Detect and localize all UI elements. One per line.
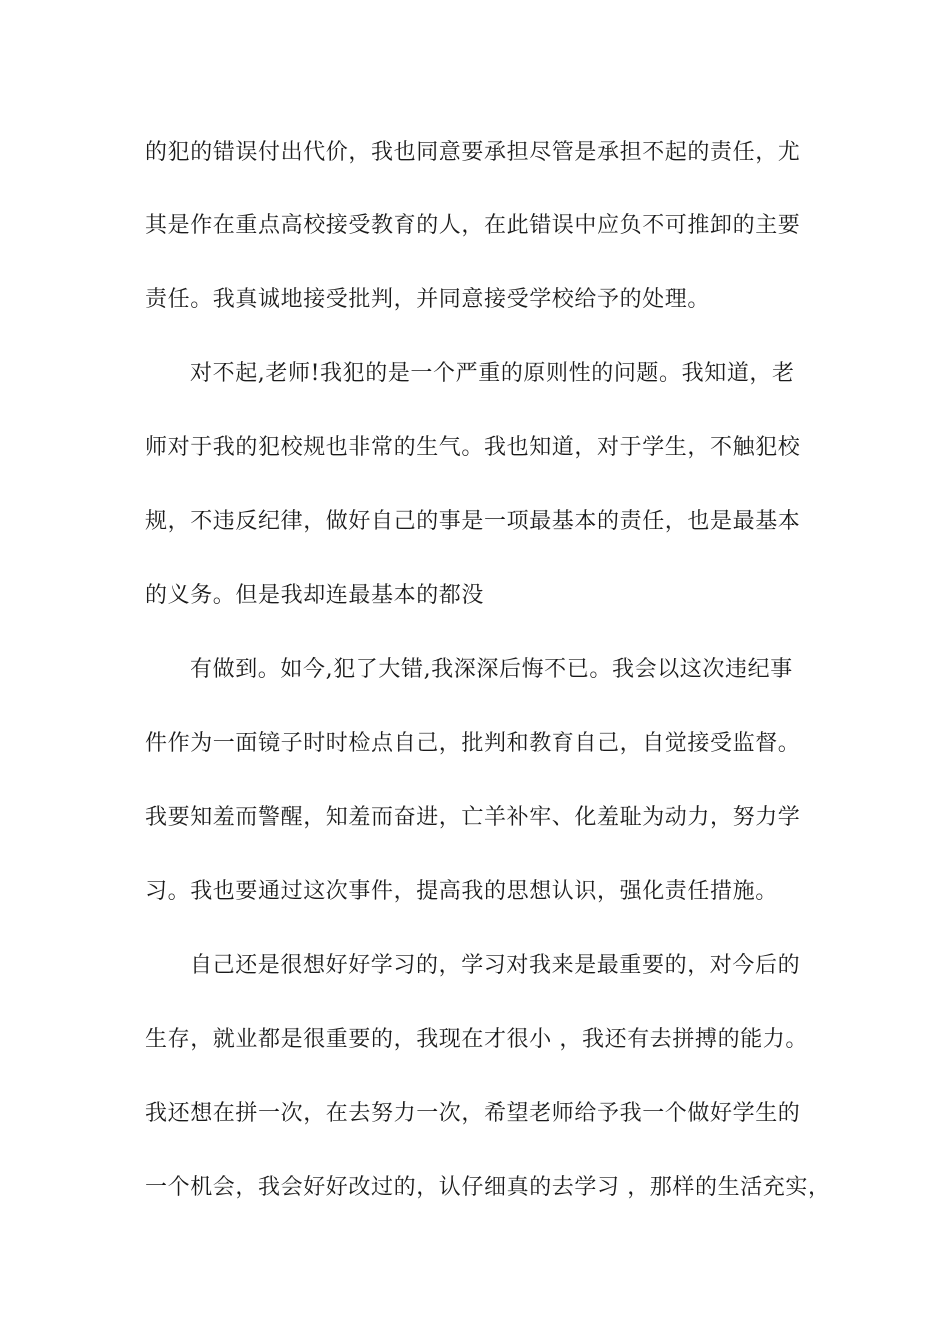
text-line: 件作为一面镜子时时检点自己，批判和教育自己，自觉接受监督。 [145,731,801,756]
text-line: 我要知羞而警醒，知羞而奋进，亡羊补牢、化羞耻为动力，努力学 [145,805,801,830]
text-line: 师对于我的犯校规也非常的生气。我也知道，对于学生，不触犯校 [145,435,801,460]
text-line: 习。我也要通过这次事件，提高我的思想认识，强化责任措施。 [145,879,778,904]
text-line: 责任。我真诚地接受批判，并同意接受学校给予的处理。 [145,287,711,312]
text-line: 生存，就业都是很重要的，我现在才很小 ，我还有去拼搏的能力。 [145,1027,808,1052]
text-line: 的犯的错误付出代价，我也同意要承担尽管是承担不起的责任，尤 [145,140,801,165]
text-line: 我还想在拼一次，在去努力一次，希望老师给予我一个做好学生的 [145,1101,801,1126]
paragraph-start-line: 有做到。如今,犯了大错,我深深后悔不已。我会以这次违纪事 [190,657,793,682]
text-line: 的义务。但是我却连最基本的都没 [145,583,485,608]
text-line: 其是作在重点高校接受教育的人，在此错误中应负不可推卸的主要 [145,213,801,238]
paragraph-start-line: 自己还是很想好好学习的，学习对我来是最重要的，对今后的 [190,953,801,978]
paragraph-start-line: 对不起,老师!我犯的是一个严重的原则性的问题。我知道，老 [190,361,795,386]
text-line: 规，不违反纪律，做好自己的事是一项最基本的责任，也是最基本 [145,509,801,534]
text-line: 一个机会，我会好好改过的，认仔细真的去学习 ，那样的生活充实， [145,1175,831,1200]
